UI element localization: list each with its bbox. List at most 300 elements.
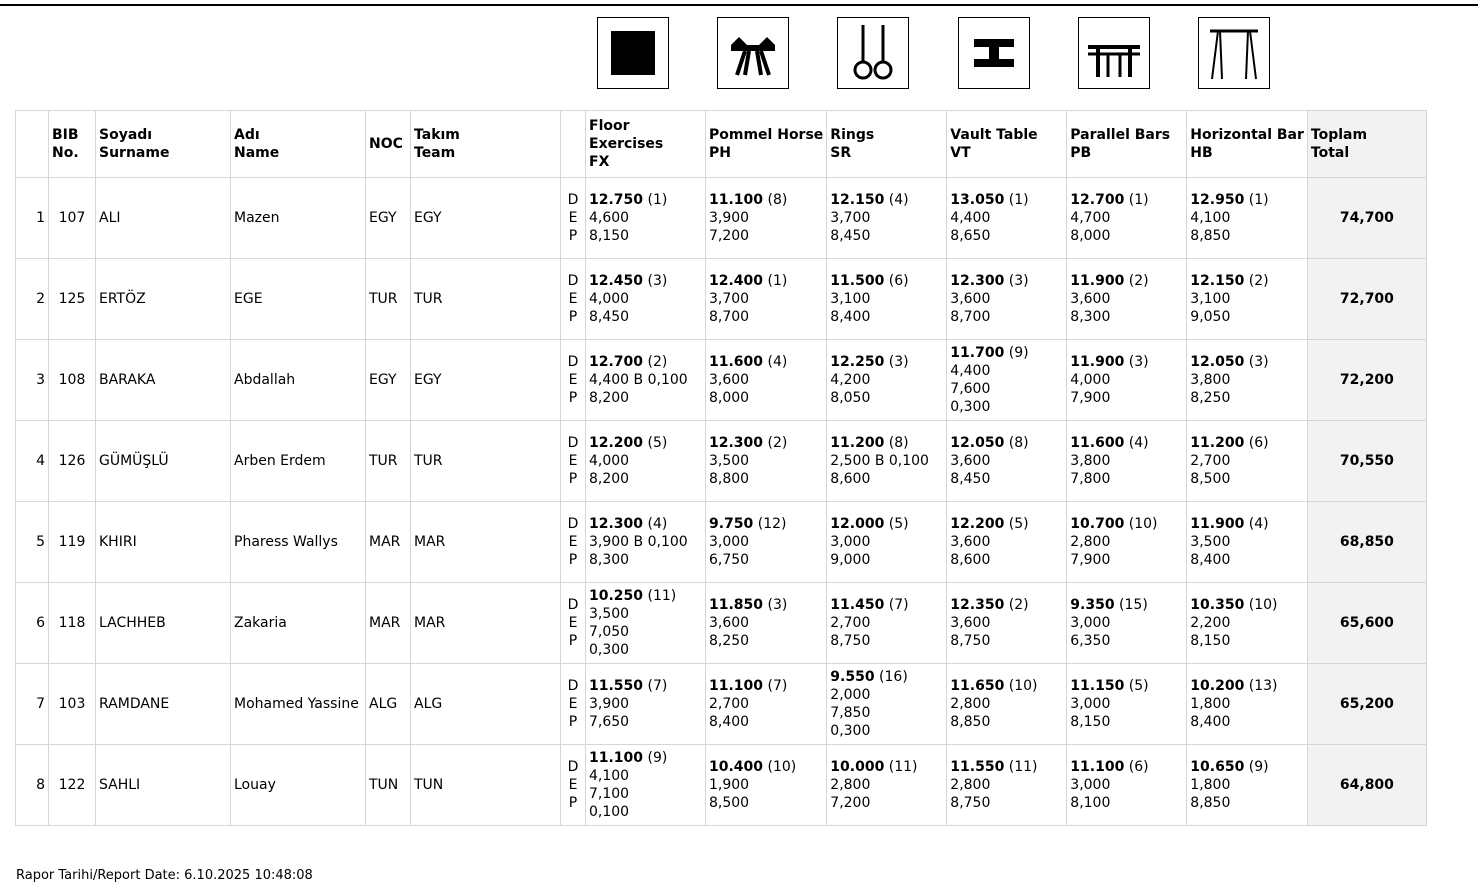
bib-cell: 103 (49, 664, 96, 745)
d-score: 3,100 (1190, 291, 1231, 307)
dep-label: D (567, 678, 579, 694)
header-hb: Horizontal Bar HB (1187, 111, 1308, 178)
e-score: 7,850 (830, 705, 871, 721)
team-cell: TUN (411, 745, 561, 826)
team-cell: EGY (411, 340, 561, 421)
dep-label: D (567, 435, 579, 451)
apparatus-score: 9.350 (1070, 597, 1115, 613)
apparatus-score: 9.750 (709, 516, 754, 532)
e-score: 8,750 (950, 633, 991, 649)
total-cell: 68,850 (1307, 502, 1426, 583)
total-cell: 65,200 (1307, 664, 1426, 745)
pb-score-cell (1067, 745, 1187, 826)
surname-cell: RAMDANE (96, 664, 231, 745)
apparatus-score: 11.100 (589, 750, 644, 766)
dep-label: P (568, 228, 578, 244)
d-score: 2,800 (950, 696, 991, 712)
rank-cell: 6 (16, 583, 49, 664)
e-score: 8,850 (1190, 228, 1231, 244)
header-ph: Pommel Horse PH (706, 111, 827, 178)
hb-score-cell (1187, 583, 1308, 664)
hb-score-cell (1187, 340, 1308, 421)
d-score: 2,800 (950, 777, 991, 793)
header-total: Toplam Total (1307, 111, 1426, 178)
apparatus-rank: (5) (647, 435, 668, 451)
results-table (15, 110, 1427, 826)
d-score: 2,700 (709, 696, 750, 712)
e-score: 7,600 (950, 381, 991, 397)
d-score: 3,000 (830, 534, 871, 550)
vt-score-cell (947, 178, 1067, 259)
apparatus-score: 11.900 (1190, 516, 1245, 532)
apparatus-score: 11.100 (1070, 759, 1125, 775)
dep-label: P (568, 633, 578, 649)
apparatus-rank: (10) (1128, 516, 1158, 532)
d-score: 2,500 B 0,100 (830, 453, 929, 469)
pb-score-cell (1067, 421, 1187, 502)
dep-label: D (567, 759, 579, 775)
team-cell: EGY (411, 178, 561, 259)
dep-label: E (568, 210, 578, 226)
e-score: 8,650 (950, 228, 991, 244)
table-row (16, 745, 1427, 826)
header-pb: Parallel Bars PB (1067, 111, 1187, 178)
apparatus-score: 11.850 (709, 597, 764, 613)
apparatus-rank: (8) (888, 435, 909, 451)
total-cell: 70,550 (1307, 421, 1426, 502)
apparatus-rank: (16) (879, 669, 908, 685)
apparatus-score: 12.700 (589, 354, 644, 370)
e-score: 8,750 (830, 633, 871, 649)
dep-label: E (568, 615, 578, 631)
header-surname: Soyadı Surname (96, 111, 231, 178)
rank-cell: 5 (16, 502, 49, 583)
apparatus-rank: (5) (1128, 678, 1149, 694)
d-score: 4,700 (1070, 210, 1111, 226)
apparatus-rank: (7) (767, 678, 788, 694)
d-score: 4,400 (950, 210, 991, 226)
apparatus-rank: (7) (647, 678, 668, 694)
d-score: 3,000 (1070, 777, 1111, 793)
bib-cell: 125 (49, 259, 96, 340)
rings-icon (837, 17, 909, 89)
d-score: 2,800 (1070, 534, 1111, 550)
apparatus-rank: (4) (888, 192, 909, 208)
apparatus-rank: (9) (647, 750, 668, 766)
hb-score-cell (1187, 745, 1308, 826)
sr-score-cell (827, 259, 947, 340)
d-score: 2,700 (830, 615, 871, 631)
hb-score-cell (1187, 502, 1308, 583)
sr-score-cell (827, 421, 947, 502)
horizontal-bar-icon (1198, 17, 1270, 89)
d-score: 3,900 (589, 696, 630, 712)
e-score: 8,000 (709, 390, 750, 406)
apparatus-rank: (9) (1248, 759, 1269, 775)
vault-table-icon (958, 17, 1030, 89)
e-score: 8,150 (1190, 633, 1231, 649)
bib-cell: 119 (49, 502, 96, 583)
d-score: 1,800 (1190, 777, 1231, 793)
e-score: 7,650 (589, 714, 630, 730)
header-name: Adı Name (231, 111, 366, 178)
vt-score-cell (947, 502, 1067, 583)
apparatus-rank: (3) (767, 597, 788, 613)
hb-score-cell (1187, 664, 1308, 745)
e-score: 8,200 (589, 390, 630, 406)
apparatus-score: 13.050 (950, 192, 1005, 208)
apparatus-score: 11.200 (830, 435, 885, 451)
parallel-bars-icon (1078, 17, 1150, 89)
d-score: 3,500 (709, 453, 750, 469)
apparatus-rank: (3) (1128, 354, 1149, 370)
name-cell: Abdallah (231, 340, 366, 421)
name-cell: Louay (231, 745, 366, 826)
e-score: 8,100 (1070, 795, 1111, 811)
noc-cell: TUN (366, 745, 411, 826)
pb-score-cell (1067, 583, 1187, 664)
e-score: 8,500 (1190, 471, 1231, 487)
apparatus-rank: (3) (1248, 354, 1269, 370)
team-cell: MAR (411, 583, 561, 664)
header-rank (16, 111, 49, 178)
e-score: 7,900 (1070, 552, 1111, 568)
apparatus-score: 10.000 (830, 759, 885, 775)
rank-cell: 4 (16, 421, 49, 502)
e-score: 8,300 (589, 552, 630, 568)
noc-cell: EGY (366, 340, 411, 421)
e-score: 8,450 (830, 228, 871, 244)
pb-score-cell (1067, 502, 1187, 583)
penalty: 0,100 (589, 804, 630, 820)
e-score: 8,700 (950, 309, 991, 325)
apparatus-icons (0, 17, 1478, 91)
dep-label: D (567, 516, 579, 532)
d-score: 3,100 (830, 291, 871, 307)
top-rule (0, 4, 1478, 6)
name-cell: Mazen (231, 178, 366, 259)
d-score: 2,000 (830, 687, 871, 703)
hb-score-cell (1187, 421, 1308, 502)
apparatus-score: 11.700 (950, 345, 1005, 361)
team-cell: ALG (411, 664, 561, 745)
d-score: 3,600 (950, 453, 991, 469)
d-score: 3,000 (1070, 696, 1111, 712)
d-score: 4,600 (589, 210, 630, 226)
d-score: 3,600 (709, 372, 750, 388)
vt-score-cell (947, 664, 1067, 745)
vt-score-cell (947, 745, 1067, 826)
e-score: 7,800 (1070, 471, 1111, 487)
rank-cell: 2 (16, 259, 49, 340)
hb-score-cell (1187, 259, 1308, 340)
e-score: 8,200 (589, 471, 630, 487)
e-score: 8,400 (830, 309, 871, 325)
apparatus-rank: (11) (888, 759, 918, 775)
apparatus-score: 12.000 (830, 516, 885, 532)
e-score: 8,600 (950, 552, 991, 568)
total-cell: 72,700 (1307, 259, 1426, 340)
fx-score-cell (586, 583, 706, 664)
surname-cell: KHIRI (96, 502, 231, 583)
apparatus-rank: (4) (647, 516, 668, 532)
apparatus-rank: (5) (888, 516, 909, 532)
dep-label: E (568, 696, 578, 712)
apparatus-score: 11.650 (950, 678, 1005, 694)
ph-score-cell (706, 259, 827, 340)
d-score: 3,600 (709, 615, 750, 631)
e-score: 7,200 (709, 228, 750, 244)
bib-cell: 122 (49, 745, 96, 826)
d-score: 3,600 (1070, 291, 1111, 307)
ph-score-cell (706, 664, 827, 745)
dep-label: P (568, 471, 578, 487)
dep-label: P (568, 552, 578, 568)
ph-score-cell (706, 502, 827, 583)
table-row (16, 421, 1427, 502)
dep-label: E (568, 372, 578, 388)
dep-label-cell (561, 340, 586, 421)
e-score: 8,400 (709, 714, 750, 730)
vt-score-cell (947, 583, 1067, 664)
table-row (16, 502, 1427, 583)
fx-score-cell (586, 421, 706, 502)
apparatus-rank: (1) (1248, 192, 1269, 208)
header-team: Takım Team (411, 111, 561, 178)
bib-cell: 126 (49, 421, 96, 502)
e-score: 7,050 (589, 624, 630, 640)
apparatus-score: 12.950 (1190, 192, 1245, 208)
header-fx: Floor Exercises FX (586, 111, 706, 178)
dep-label: P (568, 714, 578, 730)
surname-cell: BARAKA (96, 340, 231, 421)
d-score: 2,700 (1190, 453, 1231, 469)
d-score: 3,800 (1070, 453, 1111, 469)
sr-score-cell (827, 502, 947, 583)
ph-score-cell (706, 583, 827, 664)
apparatus-score: 11.600 (1070, 435, 1125, 451)
apparatus-rank: (2) (1128, 273, 1149, 289)
dep-label-cell (561, 664, 586, 745)
apparatus-score: 11.200 (1190, 435, 1245, 451)
e-score: 8,150 (589, 228, 630, 244)
d-score: 4,200 (830, 372, 871, 388)
vt-score-cell (947, 340, 1067, 421)
d-score: 4,000 (1070, 372, 1111, 388)
fx-score-cell (586, 178, 706, 259)
rank-cell: 8 (16, 745, 49, 826)
name-cell: Zakaria (231, 583, 366, 664)
floor-exercise-icon (597, 17, 669, 89)
apparatus-score: 10.200 (1190, 678, 1245, 694)
d-score: 2,200 (1190, 615, 1231, 631)
apparatus-score: 11.150 (1070, 678, 1125, 694)
e-score: 8,000 (1070, 228, 1111, 244)
team-cell: TUR (411, 259, 561, 340)
apparatus-score: 10.250 (589, 588, 644, 604)
d-score: 4,100 (589, 768, 630, 784)
apparatus-rank: (9) (1008, 345, 1029, 361)
total-cell: 64,800 (1307, 745, 1426, 826)
dep-label: P (568, 390, 578, 406)
penalty: 0,300 (950, 399, 991, 415)
apparatus-score: 11.550 (950, 759, 1005, 775)
noc-cell: EGY (366, 178, 411, 259)
dep-label: E (568, 534, 578, 550)
apparatus-rank: (15) (1119, 597, 1148, 613)
dep-label: D (567, 273, 579, 289)
apparatus-rank: (2) (647, 354, 668, 370)
table-row (16, 583, 1427, 664)
apparatus-score: 12.450 (589, 273, 644, 289)
apparatus-score: 10.650 (1190, 759, 1245, 775)
d-score: 3,900 B 0,100 (589, 534, 688, 550)
hb-score-cell (1187, 178, 1308, 259)
apparatus-score: 11.600 (709, 354, 764, 370)
apparatus-rank: (1) (647, 192, 668, 208)
d-score: 3,600 (950, 534, 991, 550)
vt-score-cell (947, 259, 1067, 340)
dep-label: E (568, 291, 578, 307)
table-row (16, 340, 1427, 421)
vt-score-cell (947, 421, 1067, 502)
d-score: 1,900 (709, 777, 750, 793)
e-score: 8,800 (709, 471, 750, 487)
dep-label-cell (561, 745, 586, 826)
e-score: 9,000 (830, 552, 871, 568)
d-score: 3,800 (1190, 372, 1231, 388)
team-cell: MAR (411, 502, 561, 583)
apparatus-score: 11.550 (589, 678, 644, 694)
apparatus-rank: (1) (1128, 192, 1149, 208)
e-score: 8,850 (1190, 795, 1231, 811)
e-score: 8,450 (950, 471, 991, 487)
rank-cell: 7 (16, 664, 49, 745)
e-score: 8,150 (1070, 714, 1111, 730)
apparatus-score: 11.500 (830, 273, 885, 289)
e-score: 7,900 (1070, 390, 1111, 406)
dep-label: D (567, 192, 579, 208)
d-score: 3,700 (830, 210, 871, 226)
pb-score-cell (1067, 259, 1187, 340)
e-score: 7,200 (830, 795, 871, 811)
ph-score-cell (706, 178, 827, 259)
pommel-horse-icon (717, 17, 789, 89)
e-score: 8,600 (830, 471, 871, 487)
d-score: 2,800 (830, 777, 871, 793)
apparatus-rank: (8) (767, 192, 788, 208)
pb-score-cell (1067, 340, 1187, 421)
e-score: 8,400 (1190, 552, 1231, 568)
surname-cell: GÜMÜŞLÜ (96, 421, 231, 502)
e-score: 8,700 (709, 309, 750, 325)
bib-cell: 107 (49, 178, 96, 259)
surname-cell: SAHLI (96, 745, 231, 826)
e-score: 8,300 (1070, 309, 1111, 325)
name-cell: Mohamed Yassine (231, 664, 366, 745)
noc-cell: ALG (366, 664, 411, 745)
dep-label: D (567, 597, 579, 613)
apparatus-score: 10.700 (1070, 516, 1125, 532)
d-score: 4,000 (589, 291, 630, 307)
apparatus-score: 10.350 (1190, 597, 1245, 613)
dep-label: E (568, 777, 578, 793)
total-cell: 74,700 (1307, 178, 1426, 259)
total-cell: 72,200 (1307, 340, 1426, 421)
apparatus-rank: (10) (767, 759, 797, 775)
report-date: Rapor Tarihi/Report Date: 6.10.2025 10:48:08 (16, 868, 313, 883)
penalty: 0,300 (589, 642, 630, 658)
dep-label-cell (561, 421, 586, 502)
apparatus-score: 12.200 (589, 435, 644, 451)
d-score: 3,000 (1070, 615, 1111, 631)
apparatus-rank: (5) (1008, 516, 1029, 532)
dep-label: P (568, 795, 578, 811)
noc-cell: TUR (366, 259, 411, 340)
header-vt: Vault Table VT (947, 111, 1067, 178)
total-cell: 65,600 (1307, 583, 1426, 664)
dep-label: D (567, 354, 579, 370)
sr-score-cell (827, 178, 947, 259)
dep-label: P (568, 309, 578, 325)
table-row (16, 178, 1427, 259)
penalty: 0,300 (830, 723, 871, 739)
e-score: 6,750 (709, 552, 750, 568)
apparatus-rank: (3) (1008, 273, 1029, 289)
e-score: 8,450 (589, 309, 630, 325)
apparatus-rank: (12) (757, 516, 787, 532)
apparatus-score: 12.150 (1190, 273, 1245, 289)
apparatus-score: 10.400 (709, 759, 764, 775)
apparatus-rank: (3) (647, 273, 668, 289)
apparatus-rank: (10) (1248, 597, 1278, 613)
name-cell: EGE (231, 259, 366, 340)
apparatus-rank: (6) (888, 273, 909, 289)
sr-score-cell (827, 664, 947, 745)
apparatus-score: 12.050 (950, 435, 1005, 451)
e-score: 8,250 (1190, 390, 1231, 406)
e-score: 7,100 (589, 786, 630, 802)
dep-label-cell (561, 502, 586, 583)
e-score: 8,400 (1190, 714, 1231, 730)
d-score: 3,700 (709, 291, 750, 307)
e-score: 8,850 (950, 714, 991, 730)
fx-score-cell (586, 745, 706, 826)
team-cell: TUR (411, 421, 561, 502)
e-score: 8,500 (709, 795, 750, 811)
apparatus-score: 12.350 (950, 597, 1005, 613)
dep-label-cell (561, 259, 586, 340)
d-score: 3,600 (950, 615, 991, 631)
e-score: 6,350 (1070, 633, 1111, 649)
table-row (16, 664, 1427, 745)
apparatus-score: 12.750 (589, 192, 644, 208)
fx-score-cell (586, 259, 706, 340)
apparatus-rank: (10) (1008, 678, 1038, 694)
fx-score-cell (586, 664, 706, 745)
ph-score-cell (706, 340, 827, 421)
name-cell: Arben Erdem (231, 421, 366, 502)
apparatus-rank: (11) (647, 588, 677, 604)
apparatus-rank: (2) (1248, 273, 1269, 289)
apparatus-rank: (1) (767, 273, 788, 289)
pb-score-cell (1067, 664, 1187, 745)
apparatus-score: 12.400 (709, 273, 764, 289)
noc-cell: MAR (366, 583, 411, 664)
ph-score-cell (706, 745, 827, 826)
d-score: 3,600 (950, 291, 991, 307)
e-score: 8,750 (950, 795, 991, 811)
